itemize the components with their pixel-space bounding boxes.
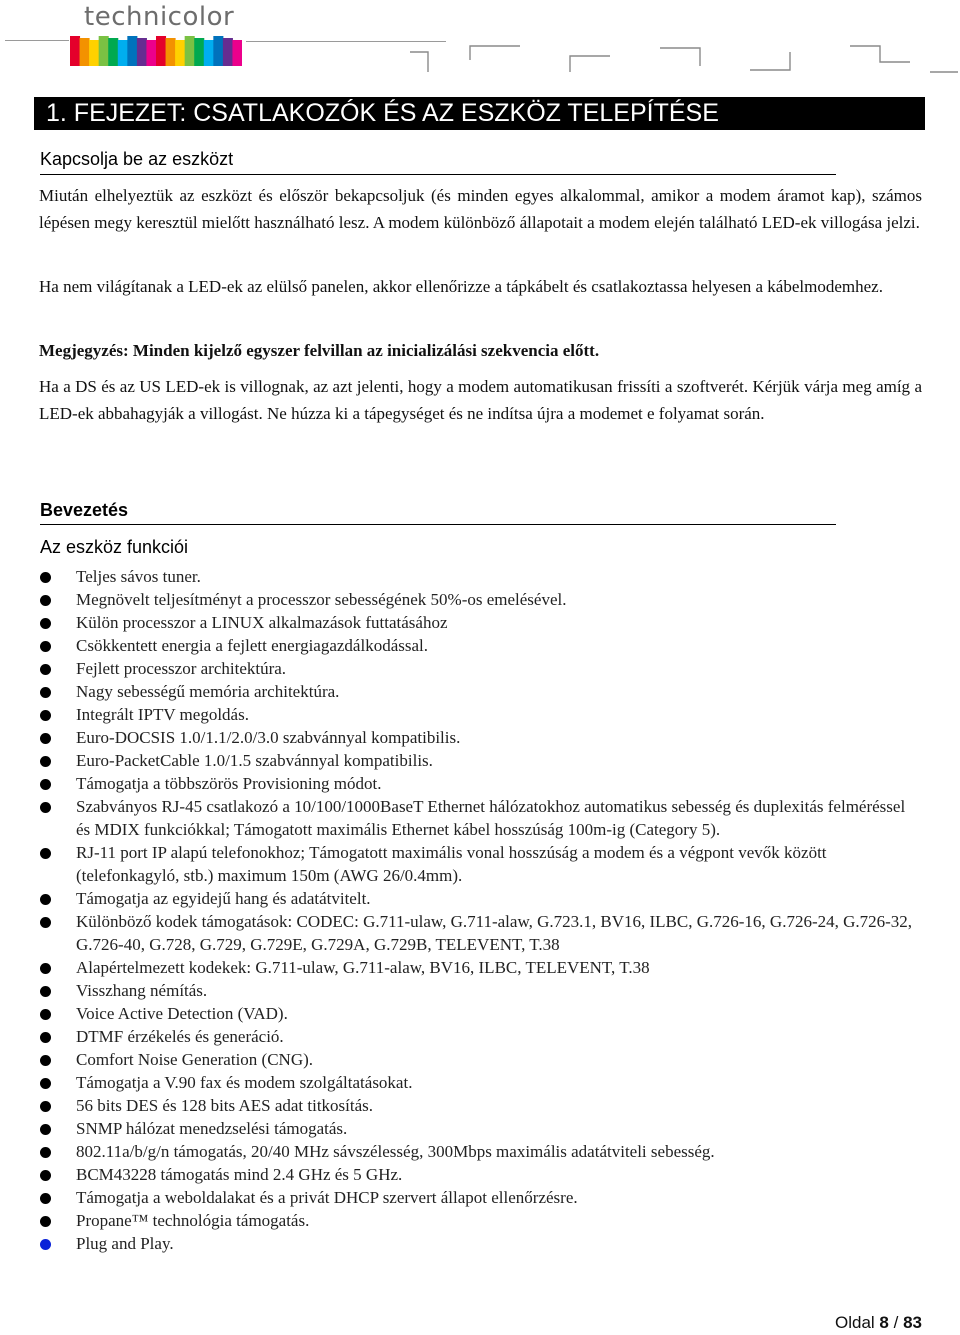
- feature-list-item: [40, 1025, 920, 1048]
- logo-color-stripe: [223, 38, 233, 66]
- feature-list-item: [40, 1163, 920, 1186]
- feature-text: 56 bits DES és 128 bits AES adat titkosítás.: [76, 1096, 374, 1115]
- chapter-title: 1. FEJEZET: CSATLAKOZÓK ÉS AZ ESZKÖZ TELEPÍTÉSE: [46, 99, 719, 127]
- feature-list-item: [40, 634, 920, 657]
- bullet-icon: [40, 1078, 51, 1089]
- logo-color-stripe: [70, 36, 80, 66]
- feature-text: Csökkentett energia a fejlett energiagazdálkodással.: [76, 636, 428, 655]
- logo-color-stripe: [146, 40, 156, 66]
- bullet-icon: [40, 848, 51, 859]
- feature-text: Fejlett processzor architektúra.: [76, 659, 287, 678]
- feature-list-item: [40, 680, 920, 703]
- feature-text: Nagy sebességű memória architektúra.: [76, 682, 340, 701]
- bullet-icon: [40, 756, 51, 767]
- bullet-icon: [40, 1147, 51, 1158]
- feature-text: Propane™ technológia támogatás.: [76, 1211, 310, 1230]
- feature-list-item: [40, 910, 920, 956]
- bullet-icon: [40, 894, 51, 905]
- chapter-header-bar: [34, 97, 925, 130]
- section-heading-introduction: Bevezetés: [40, 500, 129, 520]
- feature-list-item: [40, 703, 920, 726]
- feature-list-item: [40, 1094, 920, 1117]
- feature-text: Euro-DOCSIS 1.0/1.1/2.0/3.0 szabvánnyal kompatibilis.: [76, 728, 461, 747]
- feature-list: [40, 565, 920, 1255]
- logo-color-stripe: [194, 38, 204, 66]
- footer-page-separator: /: [893, 1313, 899, 1332]
- brand-logo-text: technicolor: [84, 2, 235, 32]
- subheading-device-features: Az eszköz funkciói: [40, 537, 189, 557]
- logo-color-stripe: [118, 40, 128, 66]
- bullet-icon: [40, 986, 51, 997]
- logo-color-stripe: [204, 40, 214, 66]
- feature-list-item: [40, 1071, 920, 1094]
- feature-list-item: [40, 772, 920, 795]
- paragraph-led-check: Ha nem világítanak a LED-ek az elülső panelen, akkor ellenőrizze a tápkábelt és csatlakoztassa helyesen a kábelmodemhez.: [39, 277, 883, 296]
- feature-text: Teljes sávos tuner.: [76, 567, 201, 586]
- logo-color-stripe: [137, 38, 147, 66]
- logo-color-stripe: [99, 36, 109, 66]
- bullet-icon: [40, 1101, 51, 1112]
- footer-page-number: 8: [879, 1313, 889, 1332]
- logo-color-stripe: [108, 38, 118, 66]
- section-heading-rule: [40, 524, 836, 525]
- feature-text: Különböző kodek támogatások: CODEC: G.711-ulaw, G.711-alaw, G.723.1, BV16, ILBC, G.726-16, G.726-24, G.726-32, G.726-40, G.728, G.729, G.729E, G.729A, G.729B, TELEVENT, T.38: [76, 912, 913, 954]
- bullet-icon: [40, 1193, 51, 1204]
- section-heading-rule: [40, 174, 836, 175]
- logo-color-stripe: [127, 36, 137, 66]
- logo-color-stripe: [80, 38, 90, 66]
- bullet-icon: [40, 595, 51, 606]
- page-footer: [835, 1313, 922, 1333]
- paragraph-startup: Miután elhelyeztük az eszközt és először bekapcsoljuk (és minden egyes alkalommal, amikor a modem áramot kap), számos lépésen megy keresztül mielőtt használható lesz. A modem különböző állapotait a modem elején található LED-ek villogása jelzi.: [39, 186, 922, 232]
- feature-text: RJ-11 port IP alapú telefonokhoz; Támogatott maximális vonal hosszúság a modem és a végpont vevők között (telefonkagyló, stb.) maximum 150m (AWG 26/0.4mm).: [76, 843, 827, 885]
- bullet-icon: [40, 779, 51, 790]
- feature-list-item: [40, 979, 920, 1002]
- footer-page-total: 83: [903, 1313, 922, 1332]
- feature-text: Külön processzor a LINUX alkalmazások futtatásához: [76, 613, 448, 632]
- feature-list-item: [40, 749, 920, 772]
- bullet-icon: [40, 641, 51, 652]
- feature-text: Integrált IPTV megoldás.: [76, 705, 249, 724]
- feature-text: DTMF érzékelés és generáció.: [76, 1027, 284, 1046]
- feature-list-item: [40, 588, 920, 611]
- header-divider-left: [5, 40, 69, 41]
- logo-color-stripe: [213, 36, 223, 66]
- logo-color-stripe: [232, 40, 242, 66]
- feature-text: Támogatja a többszörös Provisioning módot.: [76, 774, 382, 793]
- brand-logo-color-bar: [70, 36, 242, 66]
- feature-list-item: [40, 795, 920, 841]
- bullet-icon: [40, 733, 51, 744]
- feature-text: Alapértelmezett kodekek: G.711-ulaw, G.711-alaw, BV16, ILBC, TELEVENT, T.38: [76, 958, 650, 977]
- feature-text: Megnövelt teljesítményt a processzor sebességének 50%-os emelésével.: [76, 590, 567, 609]
- feature-list-item: [40, 887, 920, 910]
- bullet-icon: [40, 917, 51, 928]
- feature-list-item: [40, 1117, 920, 1140]
- feature-list-item: [40, 1048, 920, 1071]
- feature-text: Visszhang némítás.: [76, 981, 208, 1000]
- bullet-icon: [40, 1055, 51, 1066]
- feature-list-item: [40, 841, 920, 887]
- feature-list-item: [40, 1186, 920, 1209]
- feature-text: Voice Active Detection (VAD).: [76, 1004, 288, 1023]
- feature-text: Comfort Noise Generation (CNG).: [76, 1050, 314, 1069]
- feature-text: BCM43228 támogatás mind 2.4 GHz és 5 GHz.: [76, 1165, 403, 1184]
- logo-color-stripe: [185, 36, 195, 66]
- footer-page-label: Oldal: [834, 1313, 875, 1332]
- feature-text: Plug and Play.: [76, 1234, 174, 1253]
- feature-list-item: [40, 565, 920, 588]
- logo-color-stripe: [166, 38, 176, 66]
- header-dot-pattern: [410, 42, 958, 76]
- feature-list-item: [40, 1232, 920, 1255]
- feature-list-item: [40, 657, 920, 680]
- feature-text: SNMP hálózat menedzselési támogatás.: [76, 1119, 348, 1138]
- section-heading-power-on: Kapcsolja be az eszközt: [40, 149, 234, 169]
- feature-text: Szabványos RJ-45 csatlakozó a 10/100/1000BaseT Ethernet hálózatokhoz automatikus sebesség és duplexitás felméréssel és MDIX funkciókkal; Támogatott maximális Ethernet kábel hosszúság 100m-ig (Category 5).: [76, 797, 906, 839]
- feature-text: 802.11a/b/g/n támogatás, 20/40 MHz sávszélesség, 300Mbps maximális adatátviteli sebesség.: [76, 1142, 715, 1161]
- feature-text: Euro-PacketCable 1.0/1.5 szabvánnyal kompatibilis.: [76, 751, 433, 770]
- bullet-icon: [40, 1032, 51, 1043]
- logo-color-stripe: [175, 40, 185, 66]
- bullet-icon: [40, 802, 51, 813]
- feature-list-item: [40, 956, 920, 979]
- feature-text: Támogatja a weboldalakat és a privát DHCP szervert állapot ellenőrzésre.: [76, 1188, 578, 1207]
- bullet-icon: [40, 1124, 51, 1135]
- feature-list-item: [40, 1140, 920, 1163]
- feature-list-item: [40, 726, 920, 749]
- note-led-flash: Megjegyzés: Minden kijelző egyszer felvillan az inicializálási szekvencia előtt.: [39, 341, 600, 360]
- bullet-icon: [40, 572, 51, 583]
- bullet-icon: [40, 1216, 51, 1227]
- feature-list-item: [40, 611, 920, 634]
- logo-color-stripe: [156, 36, 166, 66]
- bullet-icon: [40, 710, 51, 721]
- feature-list-item: [40, 1209, 920, 1232]
- bullet-icon: [40, 1170, 51, 1181]
- feature-text: Támogatja az egyidejű hang és adatátvitelt.: [76, 889, 371, 908]
- feature-text: Támogatja a V.90 fax és modem szolgáltatásokat.: [76, 1073, 413, 1092]
- bullet-icon: [40, 1009, 51, 1020]
- bullet-icon: [40, 618, 51, 629]
- bullet-icon: [40, 664, 51, 675]
- bullet-icon: [40, 1239, 51, 1250]
- bullet-icon: [40, 687, 51, 698]
- logo-color-stripe: [89, 40, 99, 66]
- feature-list-item: [40, 1002, 920, 1025]
- bullet-icon: [40, 963, 51, 974]
- paragraph-firmware-update: Ha a DS és az US LED-ek is villognak, az azt jelenti, hogy a modem automatikusan frissíti a szoftverét. Kérjük várja meg amíg a LED-ek abbahagyják a villogást. Ne húzza ki a tápegységet és ne indítsa újra a modemet e folyamat során.: [39, 377, 922, 423]
